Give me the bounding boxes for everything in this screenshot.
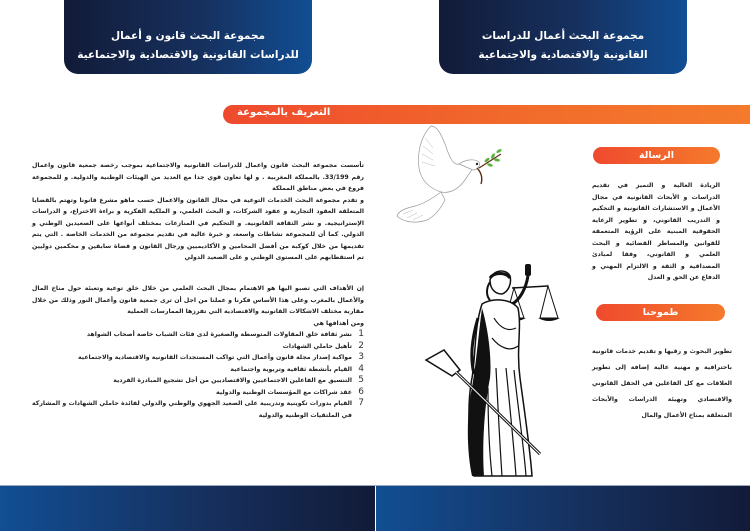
dove-icon <box>393 118 508 230</box>
intro-text <box>32 160 364 264</box>
goal-item: 5 التنسيق مع الفاعلين الاجتماعيين والاقتصاديين من أجل تشجيع المبادرة الفردية <box>113 375 364 385</box>
goals-list <box>32 329 364 421</box>
goal-item: 7 القيام بدورات تكوينية وتدريبية على الصعيد الجهوي والوطني والدولي لفائدة حاملي الشهادات و المشاركة في الملتقيات الوطنية والدولية <box>32 398 364 419</box>
mission-text: الريادة العالية و التميز في تقديم الدراسات و الأبحاث القانونية في مجال الأعمال و الاستشارات القانونية و التحكيم و التدريب القانوني، و تطوير الرعاية الحقوقية المبنية على الرؤية المتعمقة للقوانين والمساطر القضائية و البحث العلمي و القانوني، وفقا لمبادئ المصداقية و الثقة و الالتزام المهني و الدفاع عن الحق و العدل <box>592 182 720 281</box>
header-left-line2: للدراسات القانونية والاقتصادية والاجتماعية <box>77 49 299 61</box>
goal-item: 4 القيام بأنشطة ثقافية وتربوية واجتماعية <box>230 363 364 374</box>
intro-paragraph-1: تأسست مجموعة البحث قانون واعمال للدراسات القانونية والاجتماعية بموجب رخصة جمعية قانون واعمال رقم 33/199. بالمملكة المغربية . و لها تعاون قوي جدا مع العديد من الهيئات الوطنية والدولية. و للمجموعة فروع في بعض مناطق المملكة <box>32 162 364 192</box>
vision-text: تطوير البحوث و رقيها و تقديم خدمات قانونية باحترافية و مهنية عالية إضافة إلى تطوير العلاقات مع كل الفاعلين في الحقل القانوني والاقتصادي وتهيئة الدراسات والأبحاث المتعلقة بمناخ الأعمال والمال <box>592 348 732 419</box>
goal-item: 3 مواكبة إصدار مجلة قانون وأعمال التي تواكب المستجدات القانونية والاقتصادية والاجتماعية <box>78 352 364 362</box>
goal-item: 6 عقد شراكات مع المؤسسات الوطنية والدولية <box>216 386 364 397</box>
section-title: التعريف بالمجموعة <box>237 107 331 118</box>
header-right-line2: القانونية والاقتصادية والاجتماعية <box>478 49 648 61</box>
header-card-right <box>439 0 687 74</box>
vision-heading: طموحنا <box>596 304 725 321</box>
header-card-left <box>64 0 312 74</box>
lady-justice-icon <box>420 258 580 480</box>
intro-paragraph-2: و تقدم مجموعة البحث الخدمات التوعية في مجال القانون والاعمال حسب ماهو مشرع قانونا وتهتم بالقضايا المتعلقة العقود التجارية و عقود الشركات، و البحث العلمي، و الملكية الفكرية و براءة الاختراع، و الدراسات الإستراتيجية. و نشر الثقافة القانونية. و التحكيم في المنازعات بمختلف أنواعها على الصعيدين الوطني و الدولي. كما أن للمجموعة نشاطات واسعة، و خبرة عالية في تقديم مجموعة من الخدمات الخاصة . التي يتم تقديمها من خلال كوكبة من أفضل المحامين و الأكاديميين ورجال القانون و قضاة سابقين و محكمين دوليين تم استقطابهم على المستوى الوطني و على الصعيد الدولي <box>32 196 364 261</box>
mission-heading: الرسالة <box>593 147 720 164</box>
footer-panel-right <box>376 486 750 531</box>
goal-item: 1 نشر ثقافة خلق المقاولات المتوسطة والصغيرة لدى فئات الشباب خاصة أصحاب الشواهد <box>86 329 364 339</box>
footer-panel-left <box>0 486 375 531</box>
header-right-line1: مجموعة البحث أعمال للدراسات <box>481 30 645 42</box>
goals-intro: إن الأهداف التي تصبو اليها هو الاهتمام بمجال البحث العلمي من خلال خلق توعية وتعبئة حول مناخ المال والأعمال بالمغرب وعلى هذا الأساس فكرنا و عملنا من اجل أن ترى جمعية قانون وأعمال النور وذلك من خلال مقاربة مختلف الاشكالات القانونية والاقتصادية التي تفرزها الممارسات العملية <box>32 285 364 315</box>
goals-lead: ومن أهدافها هي <box>313 319 364 327</box>
header-left-line1: مجموعة البحث قانون و أعمال <box>110 30 266 42</box>
goal-item: 2 تأهيل حاملي الشهادات <box>282 340 364 351</box>
goals-section <box>32 283 364 421</box>
